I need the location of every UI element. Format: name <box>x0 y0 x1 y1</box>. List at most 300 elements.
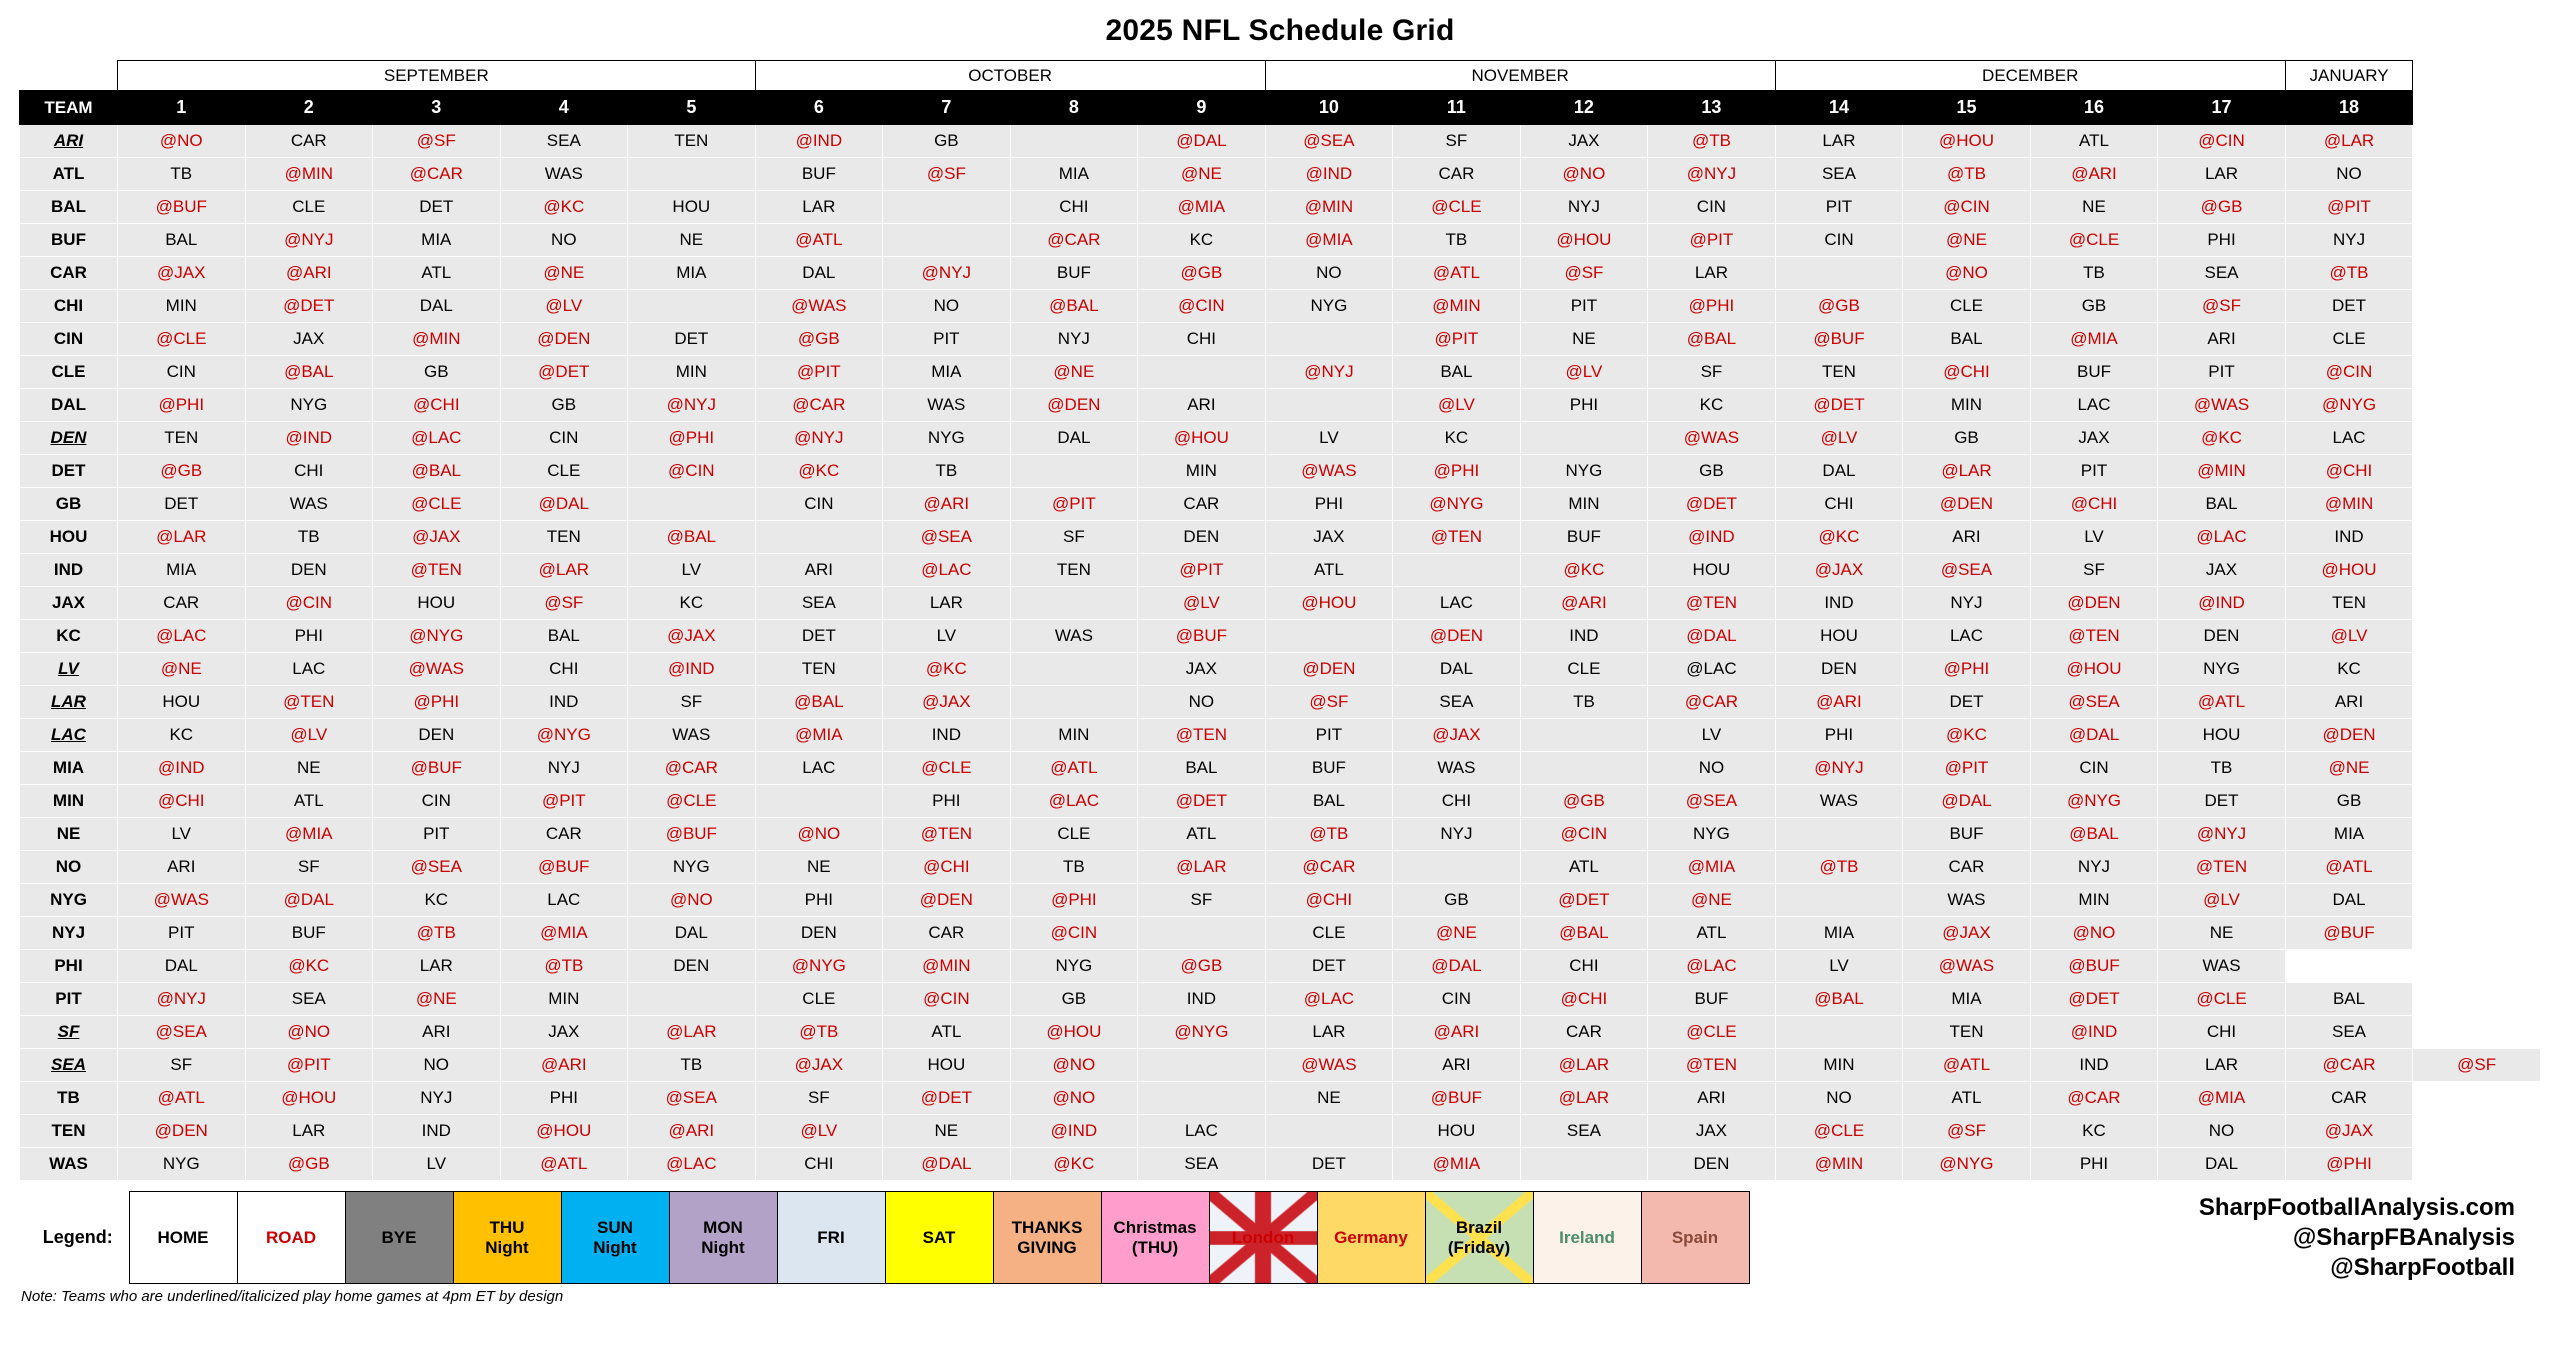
matchup-cell: MIN <box>1903 389 2031 422</box>
matchup-cell: SEA <box>755 587 883 620</box>
week-header-8: 8 <box>1010 91 1138 125</box>
matchup-cell: @DET <box>1648 488 1776 521</box>
matchup-cell: @TEN <box>2158 851 2286 884</box>
matchup-cell: @HOU <box>500 1115 628 1148</box>
matchup-cell: IND <box>500 686 628 719</box>
matchup-cell: MIN <box>1010 719 1138 752</box>
matchup-cell: DET <box>2158 785 2286 818</box>
matchup-cell: @ATL <box>500 1148 628 1181</box>
matchup-cell: @BAL <box>245 356 373 389</box>
matchup-cell: @DEN <box>500 323 628 356</box>
matchup-cell: SF <box>755 1082 883 1115</box>
matchup-cell: TEN <box>1775 356 1903 389</box>
matchup-cell: @CHI <box>118 785 246 818</box>
matchup-cell: CAR <box>883 917 1011 950</box>
matchup-cell: CAR <box>245 125 373 158</box>
matchup-cell: CAR <box>1393 158 1521 191</box>
week-header-2: 2 <box>245 91 373 125</box>
matchup-cell: @JAX <box>1775 554 1903 587</box>
week-header-3: 3 <box>373 91 501 125</box>
matchup-cell: @LV <box>2158 884 2286 917</box>
matchup-cell: TB <box>2030 257 2158 290</box>
matchup-cell: @WAS <box>1648 422 1776 455</box>
matchup-cell: IND <box>2285 521 2413 554</box>
matchup-cell: CLE <box>2285 323 2413 356</box>
matchup-cell: @LV <box>1775 422 1903 455</box>
matchup-cell: WAS <box>1393 752 1521 785</box>
matchup-cell: @CAR <box>1648 686 1776 719</box>
table-row <box>20 158 2541 191</box>
schedule-table <box>19 60 2541 1181</box>
matchup-cell: @LAC <box>883 554 1011 587</box>
matchup-cell: CIN <box>1775 224 1903 257</box>
matchup-cell: @NYJ <box>1775 752 1903 785</box>
matchup-cell: @MIA <box>1138 191 1266 224</box>
table-row <box>20 653 2541 686</box>
matchup-cell: GB <box>500 389 628 422</box>
matchup-cell: CHI <box>755 1148 883 1181</box>
matchup-cell <box>1010 125 1138 158</box>
matchup-cell: @JAX <box>1903 917 2031 950</box>
week-header-12: 12 <box>1520 91 1648 125</box>
matchup-cell: CLE <box>245 191 373 224</box>
legend-item-road: ROAD <box>237 1192 345 1284</box>
matchup-cell: MIN <box>500 983 628 1016</box>
matchup-cell: @CIN <box>883 983 1011 1016</box>
matchup-cell: @GB <box>755 323 883 356</box>
matchup-cell: @DAL <box>1648 620 1776 653</box>
matchup-cell: @SF <box>2413 1049 2541 1082</box>
matchup-cell: TEN <box>118 422 246 455</box>
matchup-cell <box>1010 686 1138 719</box>
matchup-cell: @LAC <box>1265 983 1393 1016</box>
matchup-cell: DET <box>373 191 501 224</box>
matchup-cell: NE <box>2030 191 2158 224</box>
matchup-cell: @NE <box>1903 224 2031 257</box>
matchup-cell <box>1138 1049 1266 1082</box>
matchup-cell: BAL <box>1138 752 1266 785</box>
matchup-cell: DAL <box>1393 653 1521 686</box>
team-cell-atl: ATL <box>20 158 118 191</box>
matchup-cell: NE <box>883 1115 1011 1148</box>
matchup-cell: BAL <box>118 224 246 257</box>
matchup-cell: @HOU <box>1520 224 1648 257</box>
branding-line-3: @SharpFootball <box>2330 1253 2515 1281</box>
legend-label: Legend: <box>42 1227 113 1248</box>
matchup-cell: @WAS <box>118 884 246 917</box>
matchup-cell: WAS <box>500 158 628 191</box>
matchup-cell: @MIN <box>1265 191 1393 224</box>
matchup-cell: IND <box>1520 620 1648 653</box>
matchup-cell: ARI <box>755 554 883 587</box>
week-header-1: 1 <box>118 91 246 125</box>
matchup-cell: @CAR <box>373 158 501 191</box>
matchup-cell: @TEN <box>2030 620 2158 653</box>
matchup-cell: JAX <box>500 1016 628 1049</box>
matchup-cell: TB <box>1010 851 1138 884</box>
matchup-cell: BUF <box>2030 356 2158 389</box>
matchup-cell: CLE <box>755 983 883 1016</box>
matchup-cell <box>1138 917 1266 950</box>
matchup-cell: PIT <box>1265 719 1393 752</box>
matchup-cell: DAL <box>1010 422 1138 455</box>
matchup-cell <box>1775 1016 1903 1049</box>
matchup-cell: SEA <box>1393 686 1521 719</box>
matchup-cell: PHI <box>2158 224 2286 257</box>
matchup-cell: @CAR <box>1265 851 1393 884</box>
matchup-cell: CIN <box>500 422 628 455</box>
matchup-cell: @IND <box>2030 1016 2158 1049</box>
matchup-cell: @CIN <box>2285 356 2413 389</box>
team-cell-no: NO <box>20 851 118 884</box>
matchup-cell: GB <box>2285 785 2413 818</box>
matchup-cell: KC <box>373 884 501 917</box>
matchup-cell: IND <box>373 1115 501 1148</box>
matchup-cell: CLE <box>1265 917 1393 950</box>
matchup-cell: @DEN <box>1393 620 1521 653</box>
table-row <box>20 587 2541 620</box>
matchup-cell: @LAR <box>500 554 628 587</box>
matchup-cell <box>1520 1148 1648 1181</box>
matchup-cell: HOU <box>2158 719 2286 752</box>
matchup-cell: @IND <box>118 752 246 785</box>
matchup-cell: TEN <box>755 653 883 686</box>
matchup-cell: SEA <box>2285 1016 2413 1049</box>
matchup-cell: NO <box>1138 686 1266 719</box>
matchup-cell: TEN <box>1010 554 1138 587</box>
team-cell-det: DET <box>20 455 118 488</box>
matchup-cell: @TB <box>1903 158 2031 191</box>
matchup-cell: @LAR <box>2285 125 2413 158</box>
matchup-cell: @NYJ <box>1648 158 1776 191</box>
matchup-cell: GB <box>1393 884 1521 917</box>
matchup-cell: @DET <box>2030 983 2158 1016</box>
matchup-cell: @NYG <box>1393 488 1521 521</box>
matchup-cell: MIA <box>1010 158 1138 191</box>
matchup-cell: @DEN <box>883 884 1011 917</box>
matchup-cell: @IND <box>2158 587 2286 620</box>
matchup-cell: @BAL <box>373 455 501 488</box>
matchup-cell: DEN <box>1775 653 1903 686</box>
matchup-cell: NE <box>1265 1082 1393 1115</box>
week-header-17: 17 <box>2158 91 2286 125</box>
team-cell-hou: HOU <box>20 521 118 554</box>
team-cell-lac: LAC <box>20 719 118 752</box>
matchup-cell: NYJ <box>2030 851 2158 884</box>
matchup-cell: CHI <box>1138 323 1266 356</box>
matchup-cell: NYJ <box>1520 191 1648 224</box>
matchup-cell: ATL <box>1903 1082 2031 1115</box>
matchup-cell: DET <box>118 488 246 521</box>
matchup-cell: @NYG <box>2285 389 2413 422</box>
table-row <box>20 950 2541 983</box>
table-row <box>20 983 2541 1016</box>
matchup-cell: NYG <box>1520 455 1648 488</box>
table-row <box>20 356 2541 389</box>
matchup-cell: @LV <box>1520 356 1648 389</box>
matchup-cell <box>628 158 756 191</box>
matchup-cell: @WAS <box>373 653 501 686</box>
matchup-cell: TB <box>1520 686 1648 719</box>
matchup-cell: @PHI <box>2285 1148 2413 1181</box>
matchup-cell: NE <box>755 851 883 884</box>
matchup-cell: DAL <box>2158 1148 2286 1181</box>
matchup-cell: @ATL <box>1903 1049 2031 1082</box>
matchup-cell: @DEN <box>1010 389 1138 422</box>
team-cell-tb: TB <box>20 1082 118 1115</box>
matchup-cell: DET <box>628 323 756 356</box>
matchup-cell: DET <box>1265 1148 1393 1181</box>
matchup-cell: NYJ <box>2285 224 2413 257</box>
matchup-cell: @CLE <box>2158 983 2286 1016</box>
matchup-cell: @LAC <box>373 422 501 455</box>
matchup-cell: @IND <box>1648 521 1776 554</box>
matchup-cell: TB <box>883 455 1011 488</box>
matchup-cell <box>1138 1082 1266 1115</box>
matchup-cell: ARI <box>2158 323 2286 356</box>
matchup-cell: BUF <box>245 917 373 950</box>
matchup-cell: @ATL <box>755 224 883 257</box>
table-row <box>20 257 2541 290</box>
matchup-cell: @PHI <box>373 686 501 719</box>
branding-line-2: @SharpFBAnalysis <box>2292 1223 2515 1251</box>
matchup-cell: DEN <box>373 719 501 752</box>
legend-item-sun-night: SUN Night <box>561 1192 669 1284</box>
week-header-row <box>20 91 2541 125</box>
matchup-cell: DEN <box>1138 521 1266 554</box>
table-row <box>20 521 2541 554</box>
matchup-cell: IND <box>2030 1049 2158 1082</box>
table-row <box>20 290 2541 323</box>
matchup-cell: PHI <box>755 884 883 917</box>
matchup-cell: @DAL <box>2030 719 2158 752</box>
table-header <box>20 61 2541 125</box>
matchup-cell <box>1138 356 1266 389</box>
matchup-cell: SEA <box>1775 158 1903 191</box>
matchup-cell: NO <box>2158 1115 2286 1148</box>
matchup-cell: @DEN <box>2030 587 2158 620</box>
matchup-cell: NYG <box>245 389 373 422</box>
table-row <box>20 125 2541 158</box>
month-header-september: SEPTEMBER <box>118 61 756 91</box>
matchup-cell: DAL <box>118 950 246 983</box>
table-row <box>20 917 2541 950</box>
matchup-cell: @PIT <box>1138 554 1266 587</box>
matchup-cell: TEN <box>500 521 628 554</box>
matchup-cell: @WAS <box>2158 389 2286 422</box>
matchup-cell: @LAR <box>118 521 246 554</box>
matchup-cell: @LAR <box>1520 1082 1648 1115</box>
matchup-cell: LAC <box>1138 1115 1266 1148</box>
matchup-cell: CHI <box>2158 1016 2286 1049</box>
month-header-october: OCTOBER <box>755 61 1265 91</box>
matchup-cell: SF <box>628 686 756 719</box>
matchup-cell: @IND <box>628 653 756 686</box>
matchup-cell: CLE <box>1903 290 2031 323</box>
matchup-cell: @MIA <box>245 818 373 851</box>
matchup-cell: @LV <box>755 1115 883 1148</box>
matchup-cell: LAR <box>245 1115 373 1148</box>
matchup-cell: @MIA <box>755 719 883 752</box>
matchup-cell: CHI <box>245 455 373 488</box>
matchup-cell: @GB <box>1520 785 1648 818</box>
matchup-cell: ATL <box>2030 125 2158 158</box>
matchup-cell: @JAX <box>373 521 501 554</box>
matchup-cell: WAS <box>245 488 373 521</box>
matchup-cell: @WAS <box>755 290 883 323</box>
matchup-cell: LAR <box>1775 125 1903 158</box>
matchup-cell: GB <box>1010 983 1138 1016</box>
matchup-cell: PHI <box>1775 719 1903 752</box>
matchup-cell: CIN <box>755 488 883 521</box>
matchup-cell: @DET <box>500 356 628 389</box>
matchup-cell: BUF <box>755 158 883 191</box>
team-cell-jax: JAX <box>20 587 118 620</box>
matchup-cell: NYJ <box>1903 587 2031 620</box>
matchup-cell: @KC <box>1775 521 1903 554</box>
matchup-cell <box>1265 323 1393 356</box>
matchup-cell: ATL <box>1520 851 1648 884</box>
footnote: Note: Teams who are underlined/italicized play home games at 4pm ET by design <box>21 1288 564 1305</box>
matchup-cell: @CLE <box>2030 224 2158 257</box>
matchup-cell: MIN <box>118 290 246 323</box>
matchup-cell: @CAR <box>2030 1082 2158 1115</box>
matchup-cell: NO <box>1265 257 1393 290</box>
table-row <box>20 224 2541 257</box>
matchup-cell: @LAC <box>628 1148 756 1181</box>
matchup-cell: @DEN <box>1903 488 2031 521</box>
matchup-cell: ARI <box>1138 389 1266 422</box>
matchup-cell: @ARI <box>2030 158 2158 191</box>
matchup-cell: NYJ <box>500 752 628 785</box>
matchup-cell: NYJ <box>1393 818 1521 851</box>
team-cell-nyg: NYG <box>20 884 118 917</box>
table-row <box>20 1016 2541 1049</box>
matchup-cell: @NYG <box>1903 1148 2031 1181</box>
matchup-cell: PHI <box>2030 1148 2158 1181</box>
matchup-cell: @PIT <box>1903 752 2031 785</box>
matchup-cell: @BUF <box>1775 323 1903 356</box>
matchup-cell: @MIN <box>883 950 1011 983</box>
matchup-cell: MIA <box>373 224 501 257</box>
matchup-cell: KC <box>1648 389 1776 422</box>
matchup-cell: @NO <box>755 818 883 851</box>
matchup-cell: @SEA <box>1648 785 1776 818</box>
matchup-cell: DAL <box>628 917 756 950</box>
month-header-december: DECEMBER <box>1775 61 2285 91</box>
matchup-cell: @NYJ <box>755 422 883 455</box>
table-body <box>20 125 2541 1181</box>
week-header-15: 15 <box>1903 91 2031 125</box>
matchup-cell: @CAR <box>1010 224 1138 257</box>
matchup-cell: MIN <box>628 356 756 389</box>
table-row <box>20 1049 2541 1082</box>
month-header-spacer <box>20 61 118 91</box>
matchup-cell: @HOU <box>1265 587 1393 620</box>
matchup-cell: MIN <box>1520 488 1648 521</box>
matchup-cell: @SEA <box>628 1082 756 1115</box>
legend-item-sat: SAT <box>885 1192 993 1284</box>
matchup-cell: CHI <box>500 653 628 686</box>
week-header-7: 7 <box>883 91 1011 125</box>
matchup-cell: @LAR <box>1520 1049 1648 1082</box>
matchup-cell: NYG <box>628 851 756 884</box>
legend-item-christmas-thu: Christmas (THU) <box>1101 1192 1209 1284</box>
matchup-cell: @DAL <box>500 488 628 521</box>
matchup-cell: SF <box>1648 356 1776 389</box>
matchup-cell: @NO <box>118 125 246 158</box>
table-row <box>20 1148 2541 1181</box>
matchup-cell: @CHI <box>1265 884 1393 917</box>
matchup-cell: CAR <box>1520 1016 1648 1049</box>
matchup-cell: SF <box>245 851 373 884</box>
matchup-cell: @TB <box>1775 851 1903 884</box>
page-title: 2025 NFL Schedule Grid <box>1105 14 1455 47</box>
matchup-cell: DEN <box>1648 1148 1776 1181</box>
matchup-cell: @KC <box>883 653 1011 686</box>
matchup-cell: BAL <box>1393 356 1521 389</box>
team-cell-chi: CHI <box>20 290 118 323</box>
matchup-cell: @CHI <box>1903 356 2031 389</box>
matchup-cell: @NO <box>2030 917 2158 950</box>
matchup-cell: @IND <box>245 422 373 455</box>
matchup-cell: @BUF <box>118 191 246 224</box>
matchup-cell: TEN <box>1903 1016 2031 1049</box>
matchup-cell: CAR <box>1903 851 2031 884</box>
matchup-cell: NYJ <box>1010 323 1138 356</box>
matchup-cell: @PIT <box>1010 488 1138 521</box>
matchup-cell: LV <box>1648 719 1776 752</box>
matchup-cell: @ARI <box>500 1049 628 1082</box>
matchup-cell <box>1775 257 1903 290</box>
matchup-cell: @NYG <box>1138 1016 1266 1049</box>
matchup-cell <box>1520 719 1648 752</box>
matchup-cell: @TEN <box>1648 1049 1776 1082</box>
matchup-cell: NYG <box>883 422 1011 455</box>
matchup-cell: TB <box>245 521 373 554</box>
matchup-cell: ATL <box>1138 818 1266 851</box>
matchup-cell: LAR <box>755 191 883 224</box>
matchup-cell: @PIT <box>500 785 628 818</box>
matchup-cell: @CHI <box>373 389 501 422</box>
matchup-cell: @PHI <box>118 389 246 422</box>
matchup-cell: @TB <box>373 917 501 950</box>
matchup-cell: CIN <box>1393 983 1521 1016</box>
matchup-cell: @KC <box>1903 719 2031 752</box>
matchup-cell: @IND <box>1265 158 1393 191</box>
matchup-cell: @CHI <box>2030 488 2158 521</box>
matchup-cell: @ATL <box>1393 257 1521 290</box>
matchup-cell: @NE <box>1393 917 1521 950</box>
matchup-cell: @SEA <box>883 521 1011 554</box>
matchup-cell: @NYG <box>500 719 628 752</box>
matchup-cell: BUF <box>1648 983 1776 1016</box>
matchup-cell: PIT <box>2158 356 2286 389</box>
table-row <box>20 818 2541 851</box>
matchup-cell: @NO <box>245 1016 373 1049</box>
matchup-cell: NO <box>500 224 628 257</box>
matchup-cell: @NO <box>1903 257 2031 290</box>
matchup-cell: PHI <box>883 785 1011 818</box>
table-row <box>20 1082 2541 1115</box>
matchup-cell: @DAL <box>1138 125 1266 158</box>
week-header-9: 9 <box>1138 91 1266 125</box>
matchup-cell: NE <box>1520 323 1648 356</box>
matchup-cell: CHI <box>1393 785 1521 818</box>
team-cell-min: MIN <box>20 785 118 818</box>
matchup-cell: @CIN <box>1903 191 2031 224</box>
matchup-cell: @MIA <box>500 917 628 950</box>
